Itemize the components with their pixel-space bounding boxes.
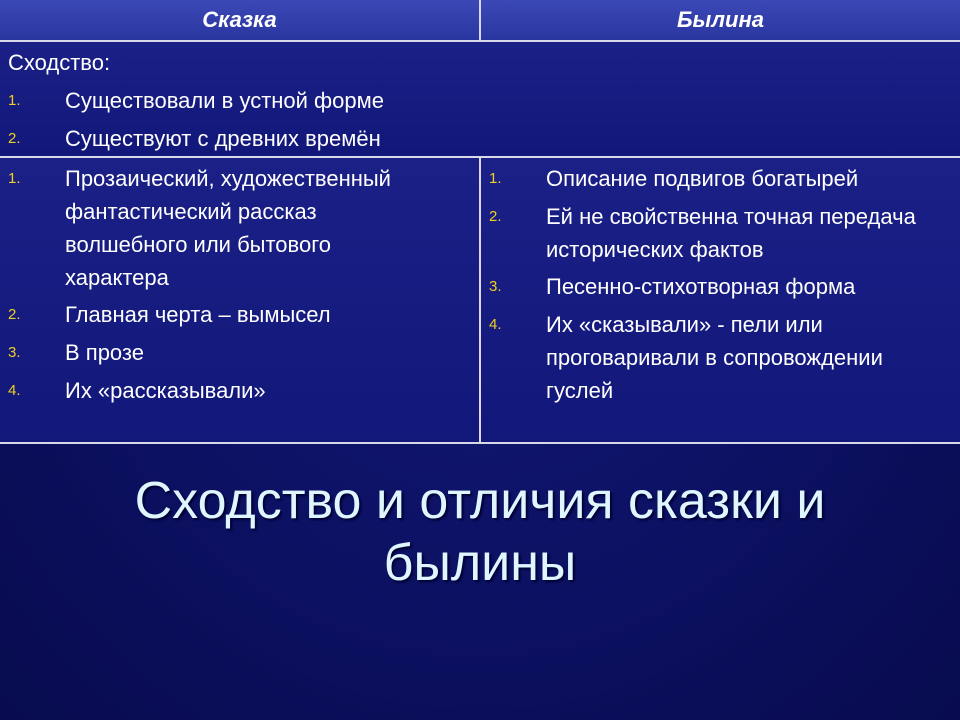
differences-row xyxy=(0,158,960,442)
list-text: Их «сказывали» - пели или проговаривали в сопровождении гуслей xyxy=(546,312,883,403)
table-header-row xyxy=(0,0,960,42)
list-item xyxy=(8,298,471,332)
list-item xyxy=(8,374,471,408)
list-number: 1. xyxy=(8,170,21,187)
list-text: Ей не свойственна точная передача исторических фактов xyxy=(546,204,916,262)
list-text: Прозаический, художественный фантастический рассказ волшебного или бытового характера xyxy=(65,166,391,290)
bylina-cell xyxy=(479,158,960,442)
list-item xyxy=(8,84,960,118)
list-item xyxy=(489,308,952,407)
list-item xyxy=(489,270,952,304)
list-number: 2. xyxy=(8,130,21,147)
list-text: Существуют с древних времён xyxy=(65,126,381,151)
bylina-list xyxy=(489,162,952,407)
slide-title: Сходство и отличия сказки и былины xyxy=(134,472,826,592)
list-number: 2. xyxy=(489,208,502,225)
list-item xyxy=(489,200,952,266)
header-skazka: Сказка xyxy=(202,7,277,32)
list-number: 2. xyxy=(8,306,21,323)
list-item xyxy=(8,122,960,156)
skazka-list xyxy=(8,162,471,408)
list-text: Их «рассказывали» xyxy=(65,378,266,403)
list-number: 3. xyxy=(489,278,502,295)
skazka-cell xyxy=(0,158,479,442)
list-text: Описание подвигов богатырей xyxy=(546,166,859,191)
list-text: Песенно-стихотворная форма xyxy=(546,274,856,299)
list-item xyxy=(489,162,952,196)
list-item xyxy=(8,336,471,370)
list-text: Существовали в устной форме xyxy=(65,88,384,113)
similarity-row xyxy=(0,42,960,158)
list-number: 3. xyxy=(8,344,21,361)
list-item xyxy=(8,162,471,294)
header-bylina: Былина xyxy=(479,0,960,40)
similarity-list xyxy=(8,84,960,156)
list-number: 1. xyxy=(489,170,502,187)
list-text: В прозе xyxy=(65,340,144,365)
list-number: 4. xyxy=(8,382,21,399)
list-number: 4. xyxy=(489,316,502,333)
list-number: 1. xyxy=(8,92,21,109)
list-text: Главная черта – вымысел xyxy=(65,302,331,327)
similarity-title: Сходство: xyxy=(8,50,111,75)
